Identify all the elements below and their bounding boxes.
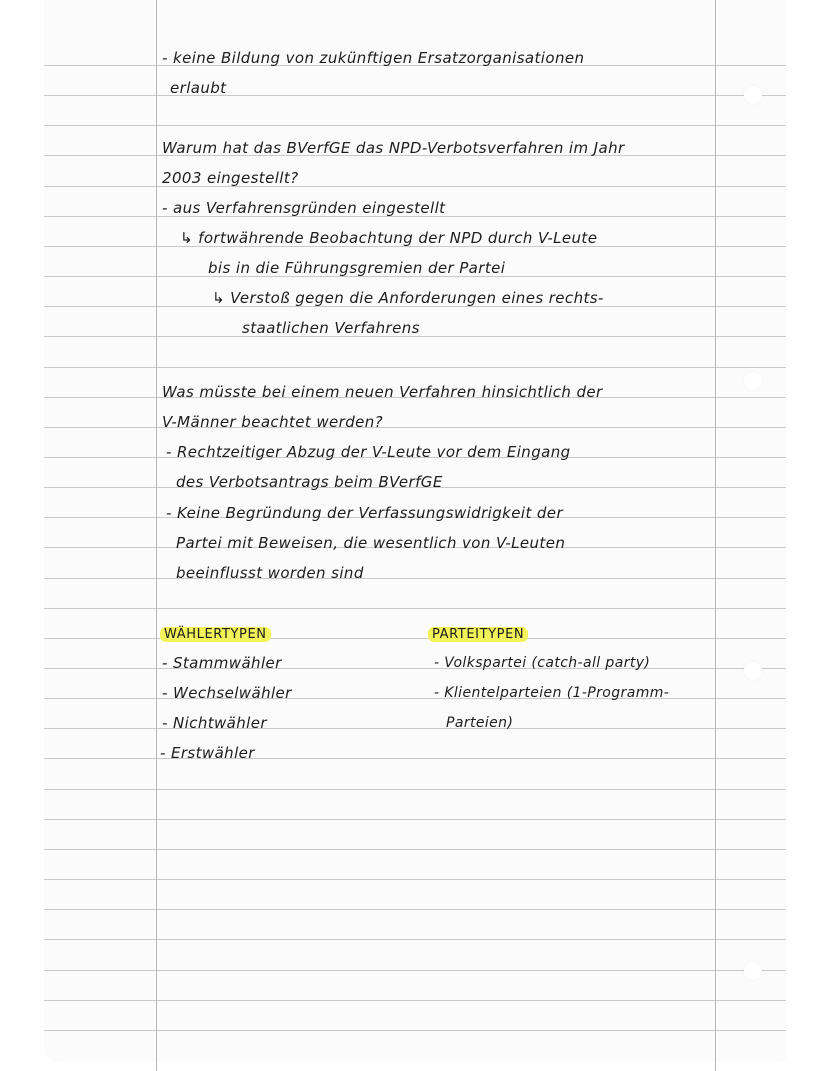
question-1-line-2: 2003 eingestellt? xyxy=(162,169,299,187)
parteitypen-heading xyxy=(428,623,528,643)
question-2-line-2: V-Männer beachtet werden? xyxy=(162,413,384,431)
answer-1-bullet: - aus Verfahrensgründen eingestellt xyxy=(162,199,446,217)
waehlertypen-item-4: - Erstwähler xyxy=(160,744,255,762)
answer-2-item-2-line-1: - Keine Begründung der Verfassungswidrigkeit der xyxy=(166,504,564,522)
right-margin-line xyxy=(715,0,716,1071)
parteitypen-item-2-line-1: - Klientelparteien (1-Programm- xyxy=(434,685,670,701)
punch-hole-2 xyxy=(744,372,762,390)
parteitypen-highlight: PARTEITYPEN xyxy=(428,627,528,642)
parteitypen-item-1: - Volkspartei (catch-all party) xyxy=(434,655,651,671)
intro-line-1: - keine Bildung von zukünftigen Ersatzorganisationen xyxy=(162,49,585,67)
intro-line-2: erlaubt xyxy=(170,79,227,97)
left-margin-line xyxy=(156,0,157,1071)
answer-1-sub-1-line-2: bis in die Führungsgremien der Partei xyxy=(208,259,506,277)
answer-1-sub-1-line-1: ↳ fortwährende Beobachtung der NPD durch V-Leute xyxy=(180,229,598,247)
waehlertypen-heading xyxy=(160,623,271,643)
waehlertypen-item-2: - Wechselwähler xyxy=(162,684,292,702)
answer-1-sub-2-line-1: ↳ Verstoß gegen die Anforderungen eines rechts- xyxy=(212,289,604,307)
waehlertypen-item-3: - Nichtwähler xyxy=(162,714,267,732)
question-1-line-1: Warum hat das BVerfGE das NPD-Verbotsverfahren im Jahr xyxy=(162,139,625,157)
waehlertypen-highlight: WÄHLERTYPEN xyxy=(160,627,271,642)
answer-2-item-2-line-2: Partei mit Beweisen, die wesentlich von V-Leuten xyxy=(176,534,566,552)
parteitypen-item-2-line-2: Parteien) xyxy=(446,715,514,731)
answer-2-item-1-line-1: - Rechtzeitiger Abzug der V-Leute vor dem Eingang xyxy=(166,443,571,461)
punch-hole-4 xyxy=(744,962,762,980)
punch-hole-3 xyxy=(744,662,762,680)
answer-2-item-1-line-2: des Verbotsantrags beim BVerfGE xyxy=(176,473,443,491)
question-2-line-1: Was müsste bei einem neuen Verfahren hinsichtlich der xyxy=(162,383,603,401)
punch-hole-1 xyxy=(744,86,762,104)
answer-1-sub-2-line-2: staatlichen Verfahrens xyxy=(242,319,420,337)
waehlertypen-item-1: - Stammwähler xyxy=(162,654,282,672)
answer-2-item-2-line-3: beeinflusst worden sind xyxy=(176,564,364,582)
